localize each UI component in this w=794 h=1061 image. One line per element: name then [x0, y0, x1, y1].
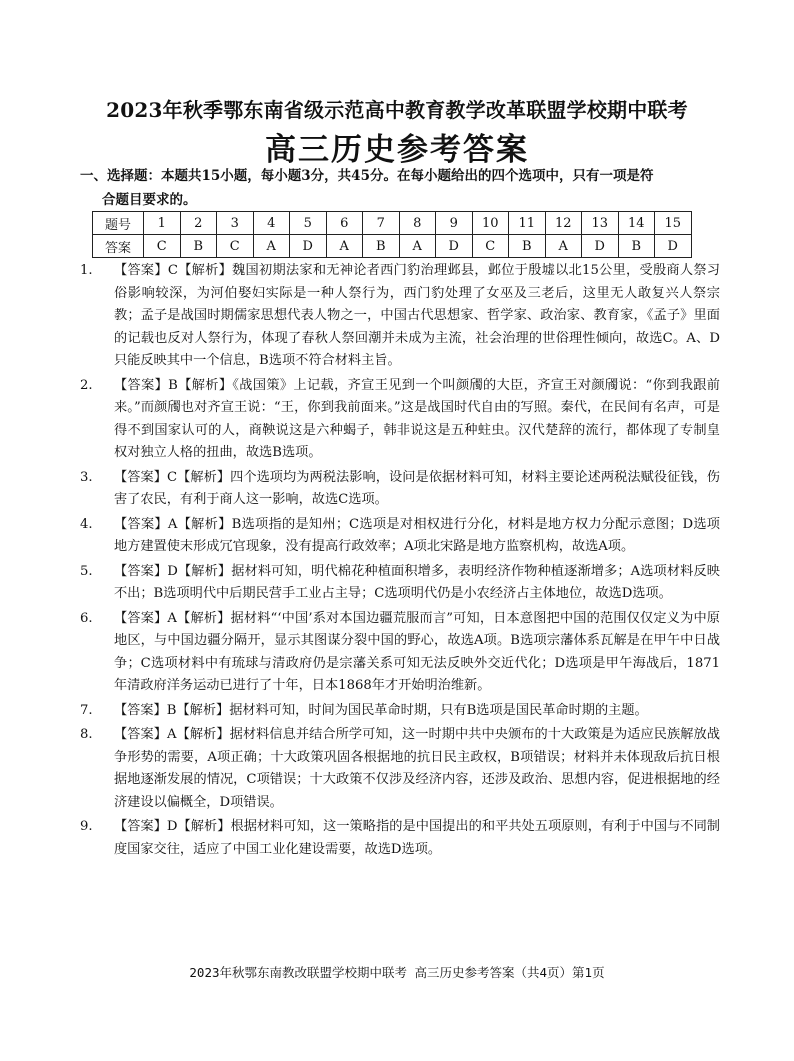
question-number-cell: 2: [180, 212, 217, 235]
item-text: 【答案】D【解析】据材料可知，明代棉花种植面积增多，表明经济作物种植逐渐增多；A选项材料反映不出；B选项明代中后期民营手工业占主导；C选项明代仍是小农经济占主体地位，故选D选项。: [114, 563, 720, 601]
question-number-cell: 11: [509, 212, 546, 235]
section-heading-line-2: 合题目要求的。: [102, 192, 197, 208]
section-heading-line-1: 一、选择题：本题共15小题，每小题3分，共45分。在每小题给出的四个选项中，只有一项是符: [80, 168, 654, 184]
answer-row: [93, 235, 692, 258]
item-number: 2.: [80, 377, 93, 393]
answer-cell: C: [217, 235, 254, 258]
page-footer: 2023年秋鄂东南教改联盟学校期中联考 高三历史参考答案（共4页）第1页: [189, 965, 605, 980]
row-label-answer: 答案: [93, 235, 144, 258]
list-item: [80, 816, 720, 861]
answer-cell: A: [253, 235, 290, 258]
question-number-cell: 9: [436, 212, 473, 235]
list-item: [80, 467, 720, 512]
answer-cell: C: [144, 235, 181, 258]
answer-cell: D: [290, 235, 327, 258]
question-number-cell: 8: [399, 212, 436, 235]
answer-cell: D: [655, 235, 692, 258]
question-number-cell: 4: [253, 212, 290, 235]
list-item: [80, 700, 720, 723]
answer-cell: C: [472, 235, 509, 258]
question-number-cell: 3: [217, 212, 254, 235]
item-text: 【答案】D【解析】根据材料可知，这一策略指的是中国提出的和平共处五项原则，有利于中国与不同制度国家交往，适应了中国工业化建设需要，故选D选项。: [114, 819, 720, 857]
item-text: 【答案】C【解析】魏国初期法家和无神论者西门豹治理邺县，邺位于殷墟以北15公里，受殷商人祭习俗影响较深，为河伯娶妇实际是一种人祭行为，西门豹处理了女巫及三老后，这里无人敢复兴人祭宗教；孟子是战国时期儒家思想代表人物之一，中国古代思想家、哲学家、政治家、教育家，《孟子》里面的记载也反对人祭行为，体现了春秋人祭回潮并未成为主流，社会治理的世俗理性倾向，故选C。A、D只能反映其中一个信息，B选项不符合材料主旨。: [114, 263, 720, 368]
list-item: [80, 514, 720, 559]
question-number-cell: 7: [363, 212, 400, 235]
list-item: [80, 608, 720, 698]
item-text: 【答案】B【解析】《战国策》上记载，齐宣王见到一个叫颜斶的大臣，齐宣王对颜斶说：“你到我跟前来。”而颜斶也对齐宣王说：“王，你到我前面来。”这是战国时代自由的写照。秦代，在民间有名声，可是得不到国家认可的人，商鞅说这是六种蝎子，韩非说这是五种蛀虫。汉代楚辞的流行，都体现了专制皇权对独立人格的扭曲，故选B选项。: [114, 377, 720, 460]
explanation-list: [80, 260, 720, 863]
item-number: 9.: [80, 819, 93, 834]
question-number-cell: 10: [472, 212, 509, 235]
item-number: 6.: [80, 610, 93, 626]
question-number-cell: 5: [290, 212, 327, 235]
question-number-cell: 15: [655, 212, 692, 235]
question-number-cell: 1: [144, 212, 181, 235]
answer-table: [92, 211, 692, 258]
item-text: 【答案】A【解析】B选项指的是知州；C选项是对相权进行分化，材料是地方权力分配示意图；D选项地方建置使末形成冗官现象，没有提高行政效率；A项北宋路是地方监察机构，故选A项。: [114, 516, 720, 554]
answer-cell: B: [180, 235, 217, 258]
item-number: 4.: [80, 516, 93, 532]
item-number: 8.: [80, 727, 93, 742]
list-item: [80, 375, 720, 465]
question-number-cell: 13: [582, 212, 619, 235]
answer-cell: A: [399, 235, 436, 258]
answer-cell: A: [326, 235, 363, 258]
answer-cell: A: [545, 235, 582, 258]
item-number: 5.: [80, 563, 93, 579]
answer-cell: B: [618, 235, 655, 258]
item-number: 3.: [80, 469, 93, 485]
exam-title: 2023年秋季鄂东南省级示范高中教育教学改革联盟学校期中联考: [106, 98, 688, 122]
row-label-question: 题号: [93, 212, 144, 235]
list-item: [80, 260, 720, 373]
answer-cell: D: [582, 235, 619, 258]
question-number-cell: 6: [326, 212, 363, 235]
answer-cell: D: [436, 235, 473, 258]
item-number: 7.: [80, 702, 93, 718]
question-number-cell: 12: [545, 212, 582, 235]
page-title: 高三历史参考答案: [265, 132, 529, 168]
question-number-row: [93, 212, 692, 235]
item-text: 【答案】A【解析】据材料信息并结合所学可知，这一时期中共中央颁布的十大政策是为适应民族解放战争形势的需要，A项正确；十大政策巩固各根据地的抗日民主政权，B项错误；材料并未体现敌后抗日根据地逐渐发展的情况，C项错误；十大政策不仅涉及经济内容，还涉及政治、思想内容，促进根据地的经济建设以偏概全，D项错误。: [114, 727, 720, 810]
item-text: 【答案】B【解析】据材料可知，时间为国民革命时期，只有B选项是国民革命时期的主题。: [114, 702, 648, 718]
item-text: 【答案】A【解析】据材料“‘中国’系对本国边疆荒服而言”可知，日本意图把中国的范围仅仅定义为中原地区，与中国边疆分隔开，显示其图谋分裂中国的野心，故选A项。B选项宗藩体系瓦解是在甲午中日战争；C选项材料中有琉球与清政府仍是宗藩关系可知无法反映外交近代化；D选项是甲午海战后，1871年清政府洋务运动已进行了十年，日本1868年才开始明治维新。: [114, 610, 720, 693]
answer-cell: B: [363, 235, 400, 258]
item-text: 【答案】C【解析】四个选项均为两税法影响，设问是依据材料可知，材料主要论述两税法赋役征钱，伤害了农民，有利于商人这一影响，故选C选项。: [114, 469, 720, 507]
item-number: 1.: [80, 263, 93, 278]
question-number-cell: 14: [618, 212, 655, 235]
answer-cell: B: [509, 235, 546, 258]
list-item: [80, 561, 720, 606]
section-heading: [80, 164, 720, 212]
list-item: [80, 724, 720, 814]
